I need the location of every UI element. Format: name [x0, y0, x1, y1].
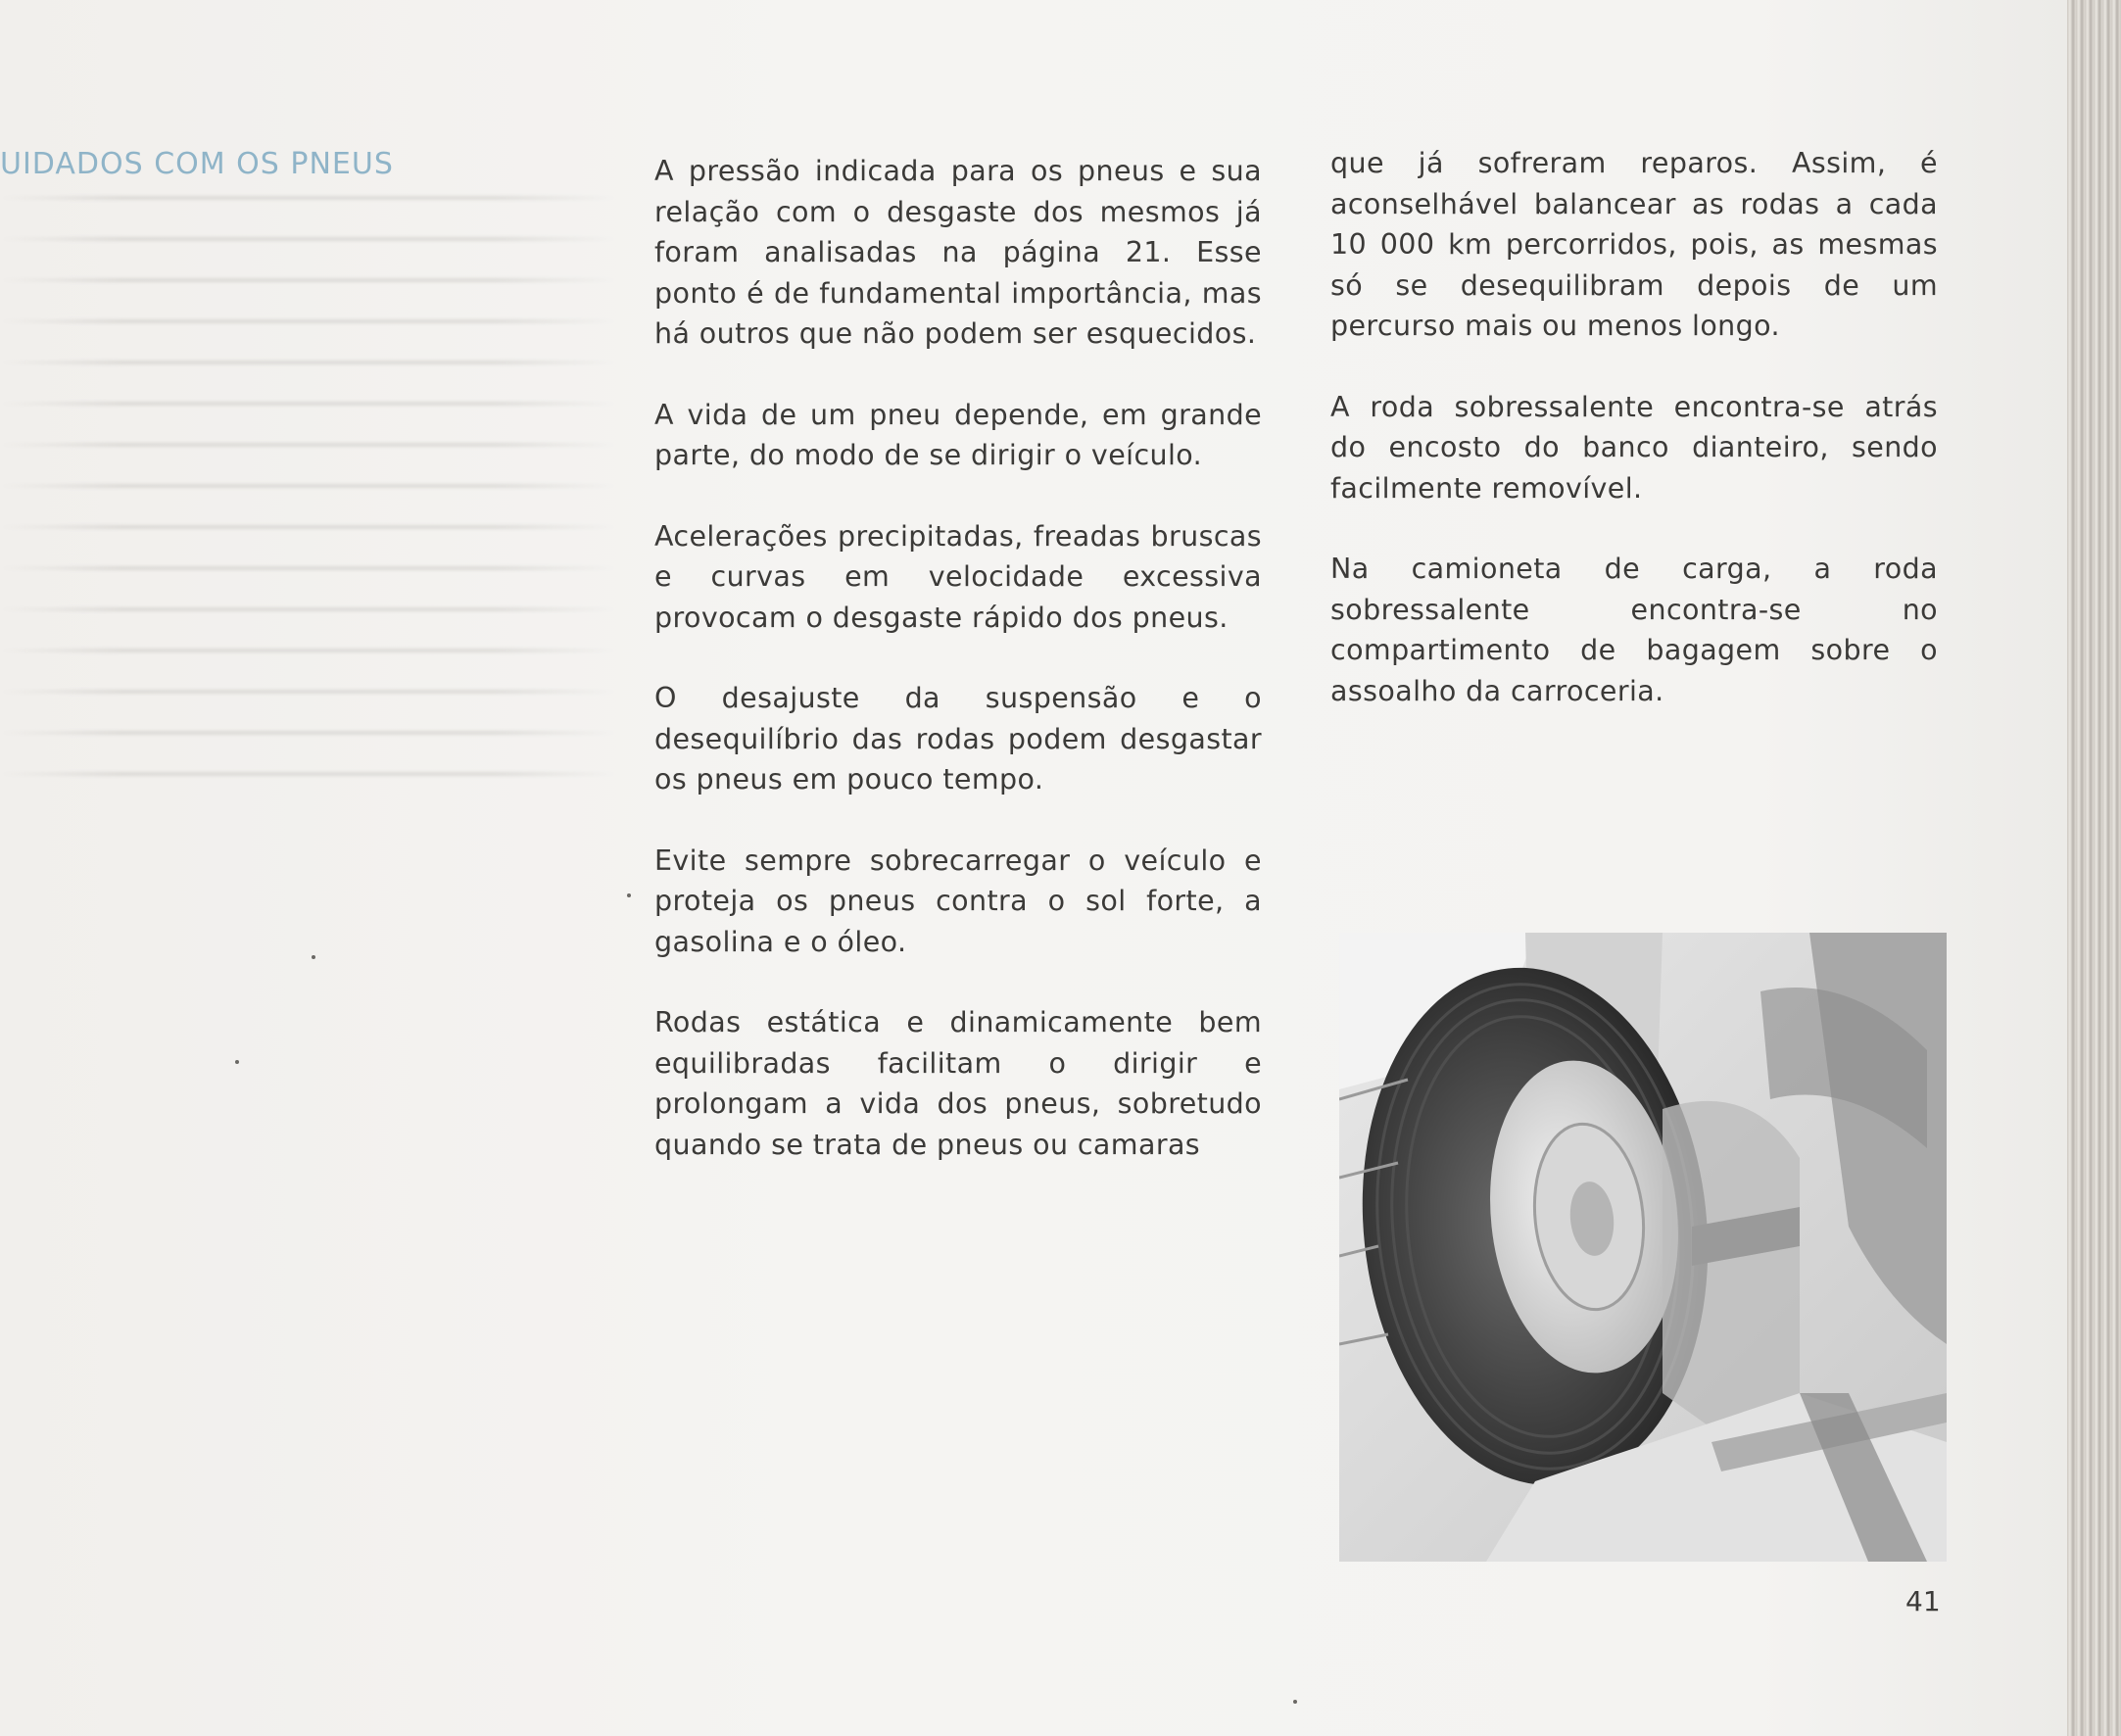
paper-speck: [1293, 1700, 1297, 1704]
page-edge: [2067, 0, 2121, 1736]
page-number: 41: [1905, 1585, 1941, 1617]
paper-speck: [235, 1060, 239, 1064]
paragraph: Rodas estática e dinamicamente bem equilibradas facilitam o dirigir e prolongam a vida dos pneus, sobretudo quando se trata de pneus ou camaras: [654, 1006, 1262, 1161]
spare-tire-illustration: [1339, 933, 1947, 1562]
spare-tire-photo: [1339, 933, 1947, 1562]
section-title: UIDADOS COM OS PNEUS: [0, 147, 394, 181]
paragraph: Na camioneta de carga, a roda sobressalente encontra-se no compartimento de bagagem sobre o assoalho da carroceria.: [1330, 553, 1938, 707]
paragraph: O desajuste da suspensão e o desequilíbrio das rodas podem desgastar os pneus em pouco tempo.: [654, 682, 1262, 796]
paragraph: que já sofreram reparos. Assim, é aconselhável balancear as rodas a cada 10 000 km percorridos, pois, as mesmas só se desequilibram depois de um percurso mais ou menos longo.: [1330, 147, 1938, 342]
paragraph: Acelerações precipitadas, freadas bruscas e curvas em velocidade excessiva provocam o desgaste rápido dos pneus.: [654, 519, 1262, 634]
left-text-column: [654, 151, 1262, 1205]
paper-speck: [627, 893, 631, 897]
show-through-text: [0, 167, 617, 813]
paragraph: A roda sobressalente encontra-se atrás do encosto do banco dianteiro, sendo facilmente removível.: [1330, 390, 1938, 505]
paragraph: Evite sempre sobrecarregar o veículo e proteja os pneus contra o sol forte, a gasolina e o óleo.: [654, 844, 1262, 958]
paragraph: A vida de um pneu depende, em grande parte, do modo de se dirigir o veículo.: [654, 398, 1262, 471]
paragraph: A pressão indicada para os pneus e sua relação com o desgaste dos mesmos já foram analisadas na página 21. Esse ponto é de fundamental importância, mas há outros que não podem ser esquecidos.: [654, 155, 1262, 350]
paper-speck: [312, 955, 315, 959]
right-text-column: [1330, 143, 1938, 751]
